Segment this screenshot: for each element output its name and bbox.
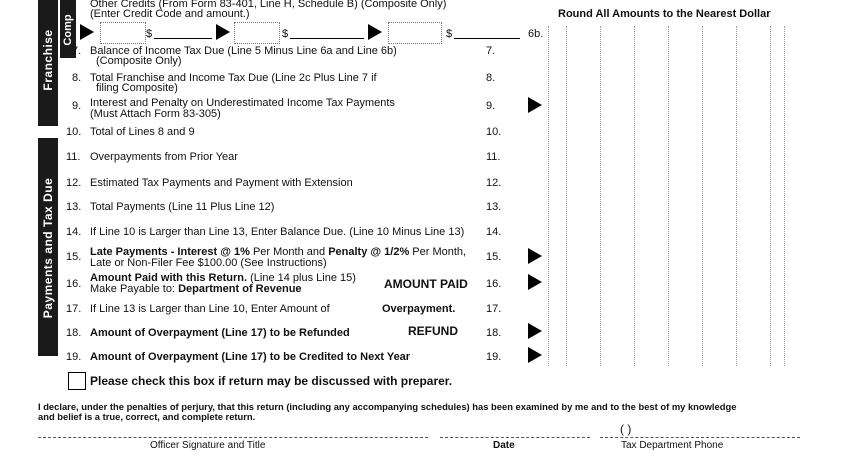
line-7-number: 7. xyxy=(72,45,82,57)
line-9-number: 9. xyxy=(72,100,82,112)
composite-strip-label: Comp xyxy=(62,14,74,46)
declaration-text: I declare, under the penalties of perjury, that this return (including any accompanying schedules) has been examined by me and to the best of my knowledge xyxy=(38,401,737,412)
officer-signature-label: Officer Signature and Title xyxy=(150,440,266,451)
line-18-number: 18. xyxy=(66,327,82,339)
line-13-right-number: 13. xyxy=(486,201,502,213)
date-field[interactable] xyxy=(440,437,590,438)
line-13-text: Total Payments (Line 11 Plus Line 12) xyxy=(90,201,275,213)
line-15-per-month-label-2: Per Month, xyxy=(409,246,467,258)
arrow-icon xyxy=(528,97,542,113)
amount-paid-tag: AMOUNT PAID xyxy=(384,277,468,291)
arrow-icon xyxy=(528,347,542,363)
line-number-6b: 6b. xyxy=(528,28,544,40)
line-9-note: (Must Attach Form 83-305) xyxy=(90,108,221,120)
dollar-sign: $ xyxy=(282,28,289,40)
payments-sidebar-label: Payments and Tax Due xyxy=(41,177,55,319)
line-9-text: Interest and Penalty on Underestimated Income Tax Payments xyxy=(90,97,395,109)
amount-column-divider xyxy=(702,26,703,366)
arrow-icon xyxy=(528,323,542,339)
line-15-per-month-label: Per Month and xyxy=(249,246,329,258)
line-8-note: filing Composite) xyxy=(96,82,178,94)
line-15-note: Late or Non-Filer Fee $100.00 (See Instructions) xyxy=(90,257,327,269)
line-8-text: Total Franchise and Income Tax Due (Line 2c Plus Line 7 if xyxy=(90,72,377,84)
line-15-number: 15. xyxy=(66,251,82,263)
line-14-right-number: 14. xyxy=(486,226,502,238)
preparer-checkbox[interactable] xyxy=(68,372,86,390)
amount-column-right-border xyxy=(784,26,785,366)
line-8-right-number: 8. xyxy=(486,72,496,84)
franchise-sidebar-label: Franchise xyxy=(41,29,55,91)
line-15-late-payments-label: Late Payments - Interest @ 1% xyxy=(90,246,250,258)
line-12-number: 12. xyxy=(66,177,82,189)
credit-code-box-2[interactable] xyxy=(234,22,280,44)
round-amounts-note: Round All Amounts to the Nearest Dollar xyxy=(558,8,771,20)
arrow-icon xyxy=(216,24,230,40)
amount-column-divider xyxy=(736,26,737,366)
credit-amount-field-1[interactable] xyxy=(154,38,212,39)
line-13-number: 13. xyxy=(66,201,82,213)
line-15-right-number: 15. xyxy=(486,251,502,263)
line-17-right-number: 17. xyxy=(486,303,502,315)
line-16-formula: (Line 14 plus Line 15) xyxy=(247,272,356,284)
line-10-number: 10. xyxy=(66,126,82,138)
line-15-penalty-label: Penalty @ 1/2% xyxy=(328,246,410,258)
credit-amount-field-2[interactable] xyxy=(290,38,364,39)
credit-amount-field-3[interactable] xyxy=(454,38,520,39)
preparer-checkbox-label: Please check this box if return may be discussed with preparer. xyxy=(90,374,453,388)
refund-tag: REFUND xyxy=(408,324,458,338)
arrow-icon xyxy=(368,24,382,40)
overpayment-tag: Overpayment. xyxy=(382,303,456,315)
declaration-text-2: and belief is a true, correct, and complete return. xyxy=(38,411,256,422)
line-10-right-number: 10. xyxy=(486,126,502,138)
line-9-right-number: 9. xyxy=(486,100,496,112)
line-17-number: 17. xyxy=(66,303,82,315)
line-11-number: 11. xyxy=(66,151,81,163)
dollar-sign: $ xyxy=(146,28,153,40)
phone-field[interactable] xyxy=(600,437,800,438)
amount-column-divider xyxy=(668,26,669,366)
arrow-icon xyxy=(528,274,542,290)
line-7-text: Balance of Income Tax Due (Line 5 Minus Line 6a and Line 6b) xyxy=(90,45,397,57)
line-16-payee: Department of Revenue xyxy=(178,283,302,295)
line-14-number: 14. xyxy=(66,226,82,238)
amount-column-divider xyxy=(600,26,601,366)
line-12-right-number: 12. xyxy=(486,177,502,189)
line-19-number: 19. xyxy=(66,351,82,363)
phone-label: Tax Department Phone xyxy=(621,440,724,451)
amount-column-divider xyxy=(770,26,771,366)
arrow-icon xyxy=(80,24,94,40)
line-14-text: If Line 10 is Larger than Line 13, Enter Balance Due. (Line 10 Minus Line 13) xyxy=(90,226,465,238)
credit-code-box-3[interactable] xyxy=(388,22,442,44)
line-8-number: 8. xyxy=(72,72,82,84)
other-credits-text: Other Credits (From Form 83-401, Line H, Schedule B) (Composite Only) xyxy=(90,0,447,10)
line-17-text: If Line 13 is Larger than Line 10, Enter Amount of xyxy=(90,303,330,315)
phone-parens: ( ) xyxy=(620,422,632,436)
line-7-note: (Composite Only) xyxy=(96,55,182,67)
line-16-amount-paid-label: Amount Paid with this Return. xyxy=(90,272,248,284)
line-11-right-number: 11. xyxy=(486,151,501,163)
line-19-text: Amount of Overpayment (Line 17) to be Credited to Next Year xyxy=(90,351,411,363)
line-18-right-number: 18. xyxy=(486,327,502,339)
line-16-payable-label: Make Payable to: xyxy=(90,283,179,295)
date-label: Date xyxy=(493,440,515,451)
line-18-text: Amount of Overpayment (Line 17) to be Refunded xyxy=(90,327,350,339)
line-10-text: Total of Lines 8 and 9 xyxy=(90,126,195,138)
line-12-text: Estimated Tax Payments and Payment with Extension xyxy=(90,177,353,189)
line-7-right-number: 7. xyxy=(486,45,496,57)
line-11-text: Overpayments from Prior Year xyxy=(90,151,238,163)
amount-column-left-border xyxy=(548,26,549,366)
other-credits-note: (Enter Credit Code and amount.) xyxy=(90,8,250,20)
line-16-number: 16. xyxy=(66,278,82,290)
line-16-right-number: 16. xyxy=(486,278,502,290)
line-16-payable xyxy=(90,283,302,295)
amount-column-divider xyxy=(634,26,635,366)
dollar-sign: $ xyxy=(446,28,453,40)
amount-column-divider xyxy=(566,26,567,366)
line-19-right-number: 19. xyxy=(486,351,502,363)
credit-code-box-1[interactable] xyxy=(100,22,146,44)
officer-signature-field[interactable] xyxy=(38,437,428,438)
arrow-icon xyxy=(528,248,542,264)
